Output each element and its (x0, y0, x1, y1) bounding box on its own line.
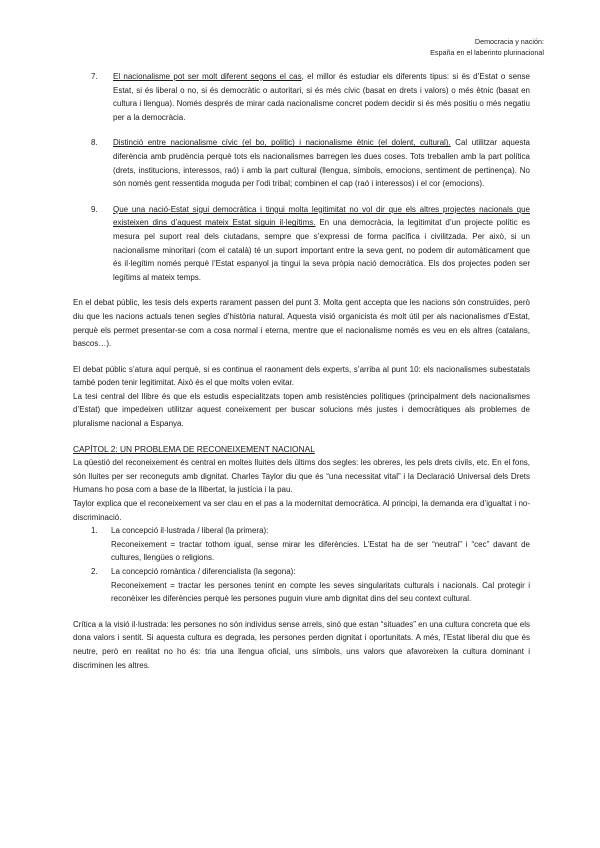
paragraph-debate-stops: El debat públic s’atura aquí perquè, si es continua el raonament dels experts, s’arriba al punt 10: els nacionalismes subestatals també poden tenir legitimitat. Això és el que molts volen evitar. (73, 364, 530, 388)
point-number: 9. (91, 204, 98, 214)
point-body (113, 203, 530, 285)
chapter-heading: CAPÍTOL 2: UN PROBLEMA DE RECONEIXEMENT NACIONAL (73, 443, 315, 454)
running-header (430, 36, 544, 58)
numbered-point-9 (73, 203, 530, 285)
list-item (73, 565, 530, 606)
paragraph-central-thesis: La tesi central del llibre és que els estudis especialitzats topen amb resistències polítiques (principalment dels nacionalismes d’Estat) que impedeixen utilitzar aquest coneixement per buscar solucions més justes i democràtiques als problemes de pluralisme nacional a Espanya. (73, 391, 530, 429)
chapter-intro: La qüestió del reconeixement és central en moltes lluites dels últims dos segles: les obreres, les pels drets civils, etc. En el fons, són lluites per ser reconeguts amb dignitat. Charles Taylor diu que és “una necessitat vital” i la Declaració Universal dels Drets Humans ho posa com a base de la llibertat, la justícia i la pau. (73, 458, 530, 495)
document-body (73, 70, 530, 672)
point-lead: Distinció entre nacionalisme cívic (el bo, polític) i nacionalisme ètnic (el dolent, cultural). (113, 138, 451, 148)
point-lead: Que una nació-Estat sigui democràtica i tingui molta legitimitat no vol dir que els altres projectes nacionals que existeixen dins d’aquest mateix Estat siguin il·legítims. (113, 204, 530, 228)
paragraph-critique: Crítica a la visió il·lustrada: les persones no són individus sense arrels, sinó que estan “situades” en una cultura concreta que els dona valors i sentit. Si aquesta cultura es degrada, les persones perden dignitat i oportunitats. A més, l’Estat liberal diu que és neutre, però en realitat no ho és: tria una llengua oficial, uns símbols, uns valors que afavoreixen la cultura dominant i discriminen les altres. (73, 619, 530, 670)
header-line-2: España en el laberinto plurinacional (430, 48, 544, 57)
point-text: En una democràcia, la legitimitat d’un projecte polític es mesura pel suport real dels ciutadans, sempre que s’expressi de forma pacífica i civilitzada. Per això, si un nacionalisme minoritari (com el català) té un suport important entre la seva gent, no podem dir automàticament que és il·legítim només perquè l’Estat espanyol ja tingui la seva pròpia nació democràtica. Els dos projectes poden ser legítims al mateix temps. (113, 218, 530, 282)
list-item-text: Reconeixement = tractar tothom igual, sense mirar les diferències. L’Estat ha de ser “neutral” i “cec” davant de cultures, llengües o religions. (111, 539, 530, 563)
numbered-point-8 (73, 136, 530, 190)
point-text: Cal utilitzar aquesta diferència amb prudència perquè tots els nacionalismes barregen les dues coses. Tots treballen amb la part política (drets, institucions, interessos, raó) i amb la part cultural (llengua, símbols, emocions, sentiment de pertinença). No són només gent ressentida moguda per l’odi tribal; combinen el cap (raó i interessos) i el cor (emocions). (113, 138, 530, 189)
list-number: 2. (91, 567, 98, 576)
paragraph-public-debate: En el debat públic, les tesis dels experts rarament passen del punt 3. Molta gent accepta que les nacions són construïdes, però diu que les nacions actuals tenen segles d’història natural. Aquesta visió organicista és molt útil per als nacionalismes d’Estat, perquè els permet presentar-se com a cosa normal i eterna, mentre que el nacionalisme només es veu en els altres (catalans, bascos…). (73, 298, 530, 349)
list-item-text: Reconeixement = tractar les persones tenint en compte les seves singularitats culturals i nacionals. Cal protegir i reconèixer les diferències perquè les persones puguin viure amb dignitat dins del seu context cultural. (111, 580, 530, 604)
list-item (73, 524, 530, 565)
header-line-1: Democracia y nación: (474, 37, 544, 46)
point-body (113, 70, 530, 124)
list-item-title: La concepció il·lustrada / liberal (la primera): (111, 526, 269, 536)
numbered-point-7 (73, 70, 530, 124)
point-lead: El nacionalisme pot ser molt diferent segons el cas (113, 72, 302, 81)
conceptions-list (73, 524, 530, 606)
list-number: 1. (91, 526, 98, 536)
point-number: 8. (91, 138, 98, 148)
point-text: , el millor és estudiar els diferents tipus: si és d’Estat o sense Estat, si és liberal o no, si és democràtic o autoritari, si és més cívic (basat en drets i valors) o més ètnic (basat en cultura i llengua). Només després de mirar cada nacionalisme concret podem decidir si és més positiu o més negatiu per a la democràcia. (113, 72, 530, 122)
point-body (113, 136, 530, 190)
list-item-title: La concepció romàntica / diferencialista (la segona): (111, 567, 296, 576)
point-number: 7. (91, 72, 98, 81)
chapter-intro-2: Taylor explica que el reconeixement va ser clau en el pas a la modernitat democràtica. Al principi, la demanda era d’igualtat i no-discriminació. (73, 499, 530, 522)
